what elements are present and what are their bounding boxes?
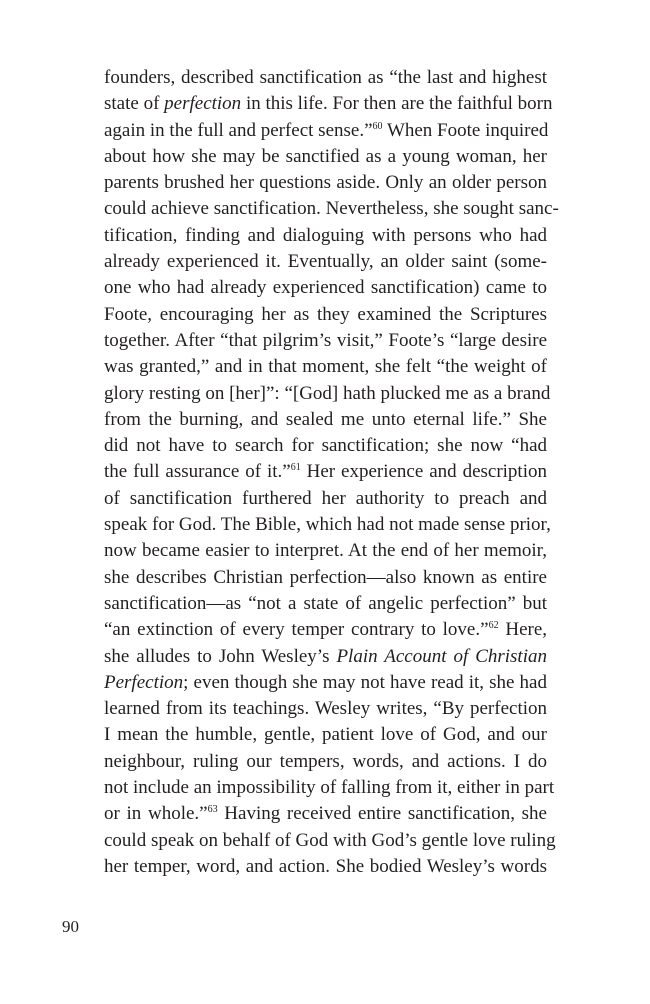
text-line bbox=[104, 407, 547, 433]
text-segment: Foote, encouraging her as they examined the Scriptures bbox=[104, 303, 547, 325]
text-segment: about how she may be sanctified as a young woman, her bbox=[104, 145, 547, 167]
text-line bbox=[104, 91, 553, 117]
text-line bbox=[104, 828, 556, 854]
text-segment: her temper, word, and action. She bodied Wesley’s words bbox=[104, 855, 547, 877]
text-line bbox=[104, 486, 547, 512]
text-segment: sanctification—as “not a state of angelic perfection” but bbox=[104, 592, 547, 614]
text-line bbox=[104, 565, 547, 591]
text-line bbox=[104, 591, 547, 617]
text-segment: neighbour, ruling our tempers, words, and actions. I do bbox=[104, 750, 547, 772]
text-segment: tification, finding and dialoguing with persons who had bbox=[104, 224, 547, 246]
text-segment: was granted,” and in that moment, she felt “the weight of bbox=[104, 356, 547, 378]
text-line bbox=[104, 696, 547, 722]
text-segment: I mean the humble, gentle, patient love of God, and our bbox=[104, 724, 547, 746]
text-line bbox=[104, 118, 547, 144]
text-line bbox=[104, 775, 555, 801]
footnote-marker: 61 bbox=[290, 462, 301, 474]
text-segment: not include an impossibility of falling from it, either in part bbox=[104, 777, 555, 799]
text-segment: together. After “that pilgrim’s visit,” Foote’s “large desire bbox=[104, 329, 547, 351]
text-segment: already experienced it. Eventually, an older saint (some- bbox=[104, 251, 547, 273]
text-line bbox=[104, 512, 551, 538]
text-line bbox=[104, 354, 547, 380]
text-segment: founders, described sanctification as “the last and highest bbox=[104, 67, 547, 88]
text-line bbox=[104, 65, 547, 91]
text-segment: now became easier to interpret. At the end of her memoir, bbox=[104, 540, 547, 562]
text-segment: ; even though she may not have read it, she had bbox=[183, 671, 547, 693]
text-line bbox=[104, 144, 547, 170]
text-line bbox=[104, 249, 547, 275]
text-line bbox=[104, 538, 547, 564]
footnote-marker: 60 bbox=[372, 120, 383, 132]
text-line bbox=[104, 196, 559, 222]
text-segment: glory resting on [her]”: “[God] hath plucked me as a brand bbox=[104, 382, 551, 404]
text-segment: she alludes to John Wesley’s bbox=[104, 645, 337, 667]
text-segment: did not have to search for sanctification; she now “had bbox=[104, 435, 547, 457]
text-segment: parents brushed her questions aside. Only an older person bbox=[104, 172, 547, 194]
text-line bbox=[104, 854, 547, 880]
text-line bbox=[104, 801, 547, 827]
text-line bbox=[104, 433, 547, 459]
text-line bbox=[104, 170, 547, 196]
text-segment: When Foote inquired bbox=[382, 119, 549, 141]
text-line bbox=[104, 381, 551, 407]
text-line bbox=[104, 459, 547, 485]
page-number: 90 bbox=[62, 917, 79, 936]
text-line bbox=[104, 275, 547, 301]
text-segment: Having received entire sanctification, she bbox=[217, 803, 547, 825]
text-segment: in this life. For then are the faithful born bbox=[241, 93, 553, 115]
text-segment: the full assurance of it.” bbox=[104, 461, 291, 483]
text-line bbox=[104, 617, 547, 643]
text-line bbox=[104, 670, 547, 696]
text-segment: Plain Account of Christian bbox=[336, 645, 547, 667]
footnote-marker: 63 bbox=[207, 804, 218, 816]
text-segment: perfection bbox=[164, 93, 242, 115]
text-segment: Perfection bbox=[104, 671, 184, 693]
text-line bbox=[104, 749, 547, 775]
text-segment: of sanctification furthered her authority to preach and bbox=[104, 487, 547, 509]
text-segment: state of bbox=[104, 93, 165, 115]
text-segment: she describes Christian perfection—also known as entire bbox=[104, 566, 547, 588]
text-segment: could achieve sanctification. Nevertheless, she sought sanc- bbox=[104, 198, 559, 220]
text-segment: again in the full and perfect sense.” bbox=[104, 119, 373, 141]
text-segment: speak for God. The Bible, which had not made sense prior, bbox=[104, 514, 551, 536]
footnote-marker: 62 bbox=[488, 620, 499, 632]
text-segment: Her experience and description bbox=[300, 461, 547, 483]
text-line bbox=[104, 223, 547, 249]
text-line bbox=[104, 722, 547, 748]
text-segment: or in whole.” bbox=[104, 803, 208, 825]
text-segment: could speak on behalf of God with God’s gentle love ruling bbox=[104, 829, 556, 851]
text-line bbox=[104, 302, 547, 328]
body-paragraph bbox=[104, 65, 559, 880]
text-line bbox=[104, 328, 547, 354]
text-segment: Here, bbox=[498, 619, 548, 641]
text-segment: “an extinction of every temper contrary to love.” bbox=[104, 619, 489, 641]
text-segment: learned from its teachings. Wesley writes, “By perfection bbox=[104, 698, 547, 720]
text-segment: from the burning, and sealed me unto eternal life.” She bbox=[104, 408, 547, 430]
text-segment: one who had already experienced sanctification) came to bbox=[104, 277, 547, 299]
text-line bbox=[104, 644, 547, 670]
